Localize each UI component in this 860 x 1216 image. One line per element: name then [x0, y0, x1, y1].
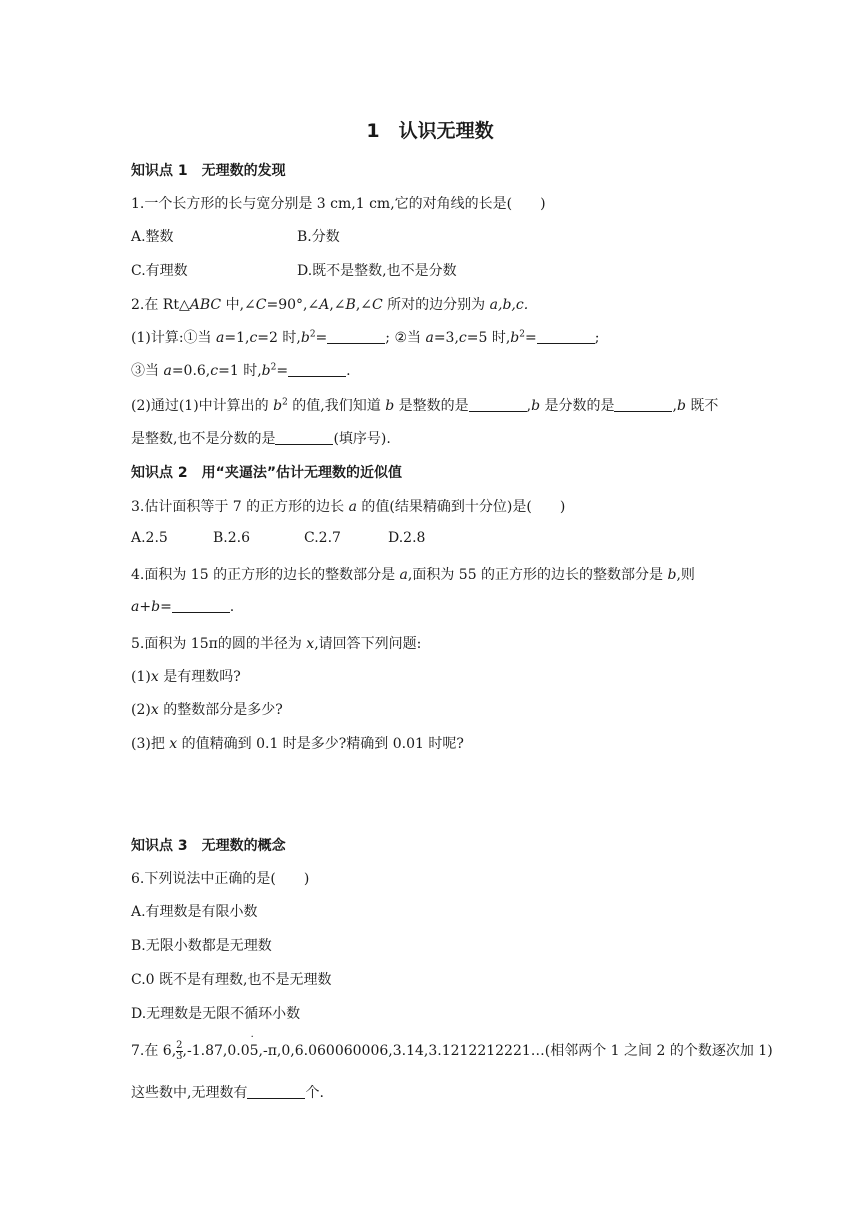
q6-option-a: A.有理数是有限小数 — [131, 904, 258, 920]
question-5: 5.面积为 15π的圆的半径为 x,请回答下列问题: — [131, 636, 422, 652]
answer-blank[interactable] — [614, 397, 672, 412]
question-2-part-2: (2)通过(1)中计算出的 $b^2$ 的值,我们知道 b 是整数的是 ,b 是分数的是 ,b 既不 — [131, 397, 719, 414]
page-title: 1 认识无理数 — [366, 120, 494, 142]
q1-option-a: A.整数 — [131, 229, 174, 245]
answer-blank[interactable] — [537, 329, 595, 344]
question-2-part-1: (1)计算:①当 a=1,c=2 时$,b^2=$ ; ②当 a=3,c=5 时$,b^2=$ ; — [131, 329, 600, 346]
section-heading-2: 知识点 2 用“夹逼法”估计无理数的近似值 — [131, 465, 403, 481]
repeating-digit: · 5 — [250, 1043, 259, 1059]
answer-blank[interactable] — [288, 362, 346, 377]
q6-option-b: B.无限小数都是无理数 — [131, 938, 272, 954]
question-2: 2.在 Rt△ABC 中,∠C=90°,∠A,∠B,∠C 所对的边分别为 a,b,c. — [131, 297, 529, 313]
answer-blank[interactable] — [247, 1084, 305, 1099]
question-4-cont: a+b= . — [131, 599, 235, 615]
section-heading-1: 知识点 1 无理数的发现 — [131, 163, 286, 179]
answer-blank[interactable] — [327, 329, 385, 344]
q6-option-c: C.0 既不是有理数,也不是无理数 — [131, 972, 332, 988]
question-4: 4.面积为 15 的正方形的边长的整数部分是 a,面积为 55 的正方形的边长的整数部分是 b,则 — [131, 567, 695, 583]
q1-option-b: B.分数 — [297, 229, 340, 245]
answer-blank[interactable] — [172, 598, 230, 613]
question-1: 1.一个长方形的长与宽分别是 3 cm,1 cm,它的对角线的长是( ) — [131, 196, 546, 212]
q6-option-d: D.无理数是无限不循环小数 — [131, 1006, 301, 1022]
q3-option-a: A.2.5 — [131, 530, 168, 546]
section-heading-3: 知识点 3 无理数的概念 — [131, 838, 286, 854]
question-3: 3.估计面积等于 7 的正方形的边长 a 的值(结果精确到十分位)是( ) — [131, 499, 566, 515]
question-7: 7.在 6, $\frac{2}{3}$ ,-1.87,0.0· 5,-π,0,6.060060006,3.14,3.1212212221…(相邻两个 1 之间 2 的个数逐次加 1) — [131, 1040, 773, 1062]
question-5-part-1: (1)x 是有理数吗? — [131, 669, 241, 685]
question-7-cont: 这些数中,无理数有 个. — [131, 1085, 324, 1101]
q1-option-c: C.有理数 — [131, 263, 188, 279]
fraction: $\frac{2}{3}$ — [176, 1039, 183, 1062]
question-5-part-2: (2)x 的整数部分是多少? — [131, 702, 283, 718]
q3-option-c: C.2.7 — [304, 530, 341, 546]
question-2-part-1-3: ③当 a=0.6,c=1 时$,b^2=$ . — [131, 362, 351, 379]
q3-option-b: B.2.6 — [213, 530, 251, 546]
q1-option-d: D.既不是整数,也不是分数 — [297, 263, 457, 279]
answer-blank[interactable] — [469, 397, 527, 412]
q3-option-d: D.2.8 — [388, 530, 426, 546]
question-5-part-3: (3)把 x 的值精确到 0.1 时是多少?精确到 0.01 时呢? — [131, 736, 464, 752]
question-2-part-2-cont: 是整数,也不是分数的是 (填序号). — [131, 431, 391, 447]
answer-blank[interactable] — [275, 430, 333, 445]
question-6: 6.下列说法中正确的是( ) — [131, 871, 310, 887]
